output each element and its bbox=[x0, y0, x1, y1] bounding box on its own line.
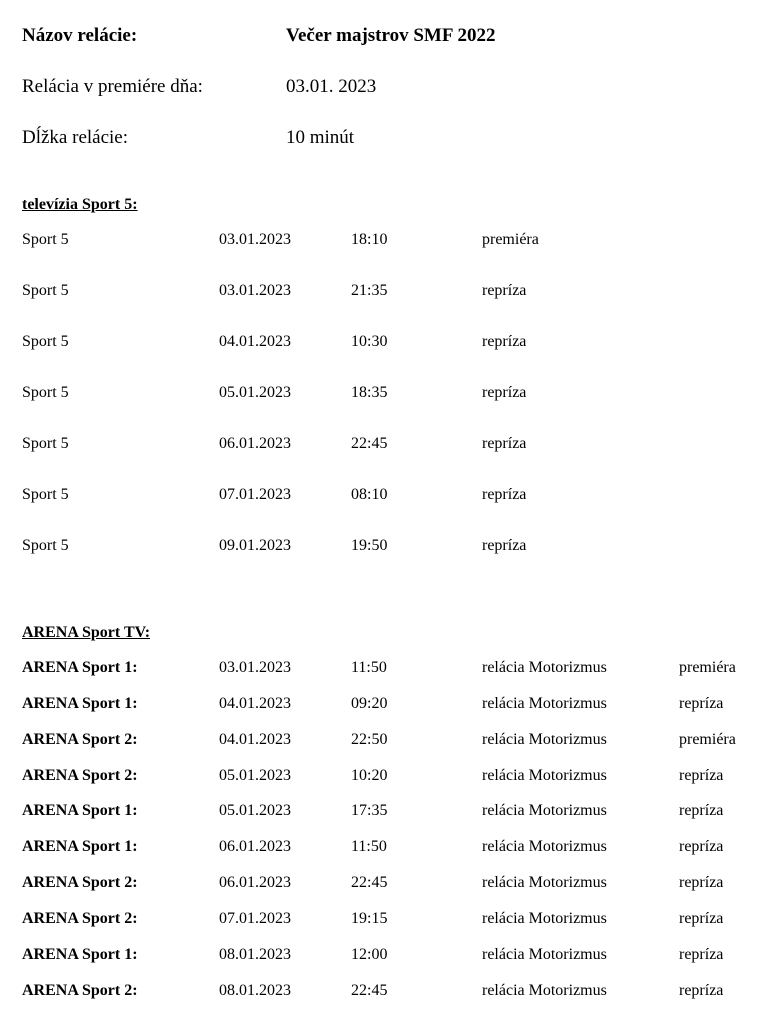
time-cell: 12:00 bbox=[351, 946, 388, 963]
table-row bbox=[0, 946, 774, 968]
table-row bbox=[0, 659, 774, 681]
type-cell: repríza bbox=[679, 802, 724, 819]
channel-cell: Sport 5 bbox=[22, 384, 69, 401]
channel-cell: ARENA Sport 2: bbox=[22, 910, 138, 927]
table-row bbox=[0, 384, 774, 406]
table-row bbox=[0, 982, 774, 1004]
time-cell: 09:20 bbox=[351, 695, 388, 712]
time-cell: 19:50 bbox=[351, 537, 388, 554]
type-cell: repríza bbox=[679, 838, 724, 855]
date-cell: 04.01.2023 bbox=[219, 731, 291, 748]
program-cell: relácia Motorizmus bbox=[482, 731, 607, 748]
program-cell: relácia Motorizmus bbox=[482, 946, 607, 963]
type-cell: repríza bbox=[482, 537, 527, 554]
program-cell: relácia Motorizmus bbox=[482, 767, 607, 784]
type-cell: premiéra bbox=[679, 659, 736, 676]
premiere-date-label: Relácia v premiére dňa: bbox=[22, 76, 203, 97]
date-cell: 06.01.2023 bbox=[219, 874, 291, 891]
type-cell: repríza bbox=[679, 910, 724, 927]
date-cell: 09.01.2023 bbox=[219, 537, 291, 554]
table-row bbox=[0, 486, 774, 508]
type-cell: premiéra bbox=[679, 731, 736, 748]
table-row bbox=[0, 910, 774, 932]
time-cell: 22:45 bbox=[351, 874, 388, 891]
table-row bbox=[0, 731, 774, 753]
channel-cell: Sport 5 bbox=[22, 435, 69, 452]
date-cell: 08.01.2023 bbox=[219, 946, 291, 963]
time-cell: 10:20 bbox=[351, 767, 388, 784]
type-cell: repríza bbox=[679, 767, 724, 784]
date-cell: 08.01.2023 bbox=[219, 982, 291, 999]
program-cell: relácia Motorizmus bbox=[482, 910, 607, 927]
date-cell: 05.01.2023 bbox=[219, 767, 291, 784]
time-cell: 10:30 bbox=[351, 333, 388, 350]
arena-section-title: ARENA Sport TV: bbox=[22, 624, 151, 641]
type-cell: repríza bbox=[482, 435, 527, 452]
sport5-section-title: televízia Sport 5: bbox=[22, 196, 138, 213]
table-row bbox=[0, 838, 774, 860]
date-cell: 06.01.2023 bbox=[219, 435, 291, 452]
channel-cell: ARENA Sport 1: bbox=[22, 802, 138, 819]
time-cell: 22:50 bbox=[351, 731, 388, 748]
time-cell: 18:10 bbox=[351, 231, 388, 248]
channel-cell: ARENA Sport 2: bbox=[22, 731, 138, 748]
table-row bbox=[0, 695, 774, 717]
time-cell: 19:15 bbox=[351, 910, 388, 927]
date-cell: 05.01.2023 bbox=[219, 384, 291, 401]
time-cell: 21:35 bbox=[351, 282, 388, 299]
type-cell: repríza bbox=[679, 982, 724, 999]
type-cell: repríza bbox=[482, 333, 527, 350]
date-cell: 05.01.2023 bbox=[219, 802, 291, 819]
channel-cell: ARENA Sport 1: bbox=[22, 946, 138, 963]
table-row bbox=[0, 333, 774, 355]
table-row bbox=[0, 767, 774, 789]
type-cell: repríza bbox=[482, 384, 527, 401]
type-cell: repríza bbox=[679, 695, 724, 712]
time-cell: 18:35 bbox=[351, 384, 388, 401]
channel-cell: ARENA Sport 2: bbox=[22, 767, 138, 784]
time-cell: 11:50 bbox=[351, 659, 387, 676]
type-cell: repríza bbox=[482, 282, 527, 299]
channel-cell: ARENA Sport 1: bbox=[22, 838, 138, 855]
table-row bbox=[0, 231, 774, 253]
type-cell: repríza bbox=[482, 486, 527, 503]
table-row bbox=[0, 802, 774, 824]
time-cell: 17:35 bbox=[351, 802, 388, 819]
program-cell: relácia Motorizmus bbox=[482, 838, 607, 855]
program-cell: relácia Motorizmus bbox=[482, 802, 607, 819]
channel-cell: Sport 5 bbox=[22, 282, 69, 299]
date-cell: 04.01.2023 bbox=[219, 333, 291, 350]
program-length-label: Dĺžka relácie: bbox=[22, 127, 129, 148]
channel-cell: ARENA Sport 2: bbox=[22, 982, 138, 999]
program-length-value: 10 minút bbox=[286, 127, 355, 148]
table-row bbox=[0, 435, 774, 457]
date-cell: 03.01.2023 bbox=[219, 231, 291, 248]
program-cell: relácia Motorizmus bbox=[482, 659, 607, 676]
program-cell: relácia Motorizmus bbox=[482, 874, 607, 891]
channel-cell: ARENA Sport 2: bbox=[22, 874, 138, 891]
date-cell: 03.01.2023 bbox=[219, 659, 291, 676]
date-cell: 07.01.2023 bbox=[219, 486, 291, 503]
program-name-label: Názov relácie: bbox=[22, 25, 138, 46]
program-name-value: Večer majstrov SMF 2022 bbox=[286, 25, 496, 46]
date-cell: 07.01.2023 bbox=[219, 910, 291, 927]
program-cell: relácia Motorizmus bbox=[482, 982, 607, 999]
channel-cell: Sport 5 bbox=[22, 333, 69, 350]
date-cell: 03.01.2023 bbox=[219, 282, 291, 299]
channel-cell: ARENA Sport 1: bbox=[22, 659, 138, 676]
premiere-date-value: 03.01. 2023 bbox=[286, 76, 377, 97]
table-row bbox=[0, 282, 774, 304]
program-cell: relácia Motorizmus bbox=[482, 695, 607, 712]
channel-cell: Sport 5 bbox=[22, 486, 69, 503]
type-cell: premiéra bbox=[482, 231, 539, 248]
table-row bbox=[0, 537, 774, 559]
time-cell: 08:10 bbox=[351, 486, 388, 503]
time-cell: 11:50 bbox=[351, 838, 387, 855]
channel-cell: Sport 5 bbox=[22, 537, 69, 554]
type-cell: repríza bbox=[679, 874, 724, 891]
type-cell: repríza bbox=[679, 946, 724, 963]
channel-cell: Sport 5 bbox=[22, 231, 69, 248]
table-row bbox=[0, 874, 774, 896]
time-cell: 22:45 bbox=[351, 982, 388, 999]
channel-cell: ARENA Sport 1: bbox=[22, 695, 138, 712]
date-cell: 04.01.2023 bbox=[219, 695, 291, 712]
date-cell: 06.01.2023 bbox=[219, 838, 291, 855]
time-cell: 22:45 bbox=[351, 435, 388, 452]
